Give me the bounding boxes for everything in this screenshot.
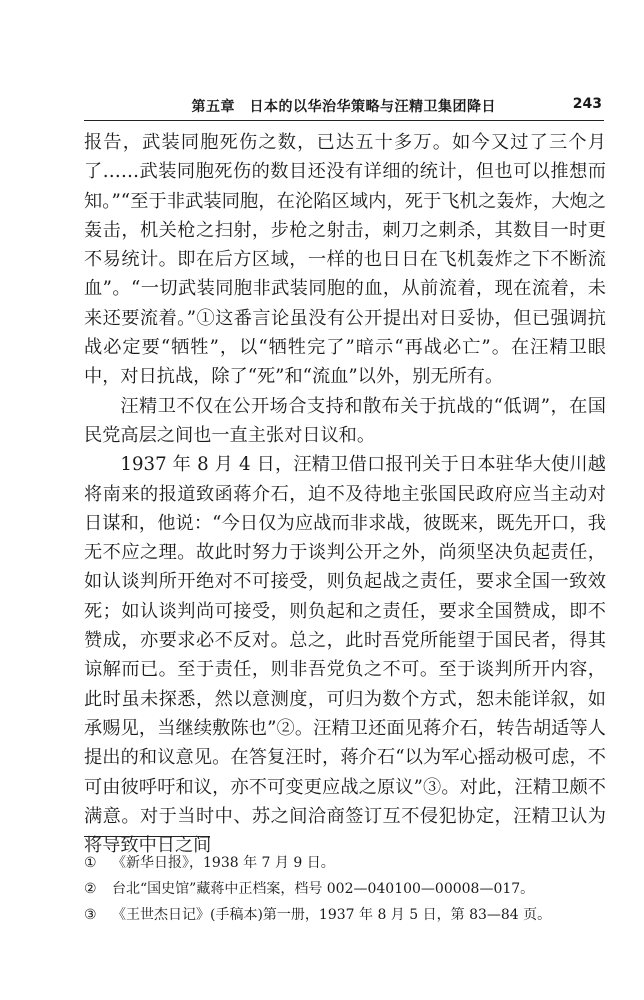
footnote-1 xyxy=(84,850,606,876)
body-text xyxy=(84,128,606,860)
footnote-text: 《王世杰日记》(手稿本)第一册，1937 年 8 月 5 日，第 83—84 页。 xyxy=(112,907,552,923)
running-header xyxy=(84,96,604,121)
footnote-mark: ① xyxy=(84,855,97,871)
chapter-title: 第五章 日本的以华治华策略与汪精卫集团降日 xyxy=(191,99,496,115)
footnote-mark: ③ xyxy=(84,907,97,923)
page-number: 243 xyxy=(572,96,602,112)
paragraph-3: 1937 年 8 月 4 日，汪精卫借口报刊关于日本驻华大使川越将南来的报道致函蒋介石，迫不及待地主张国民政府应当主动对日谋和，他说：“今日仅为应战而非求战，彼既来，既先开口，我无不应之理。故此时努力于谈判公开之外，尚须坚决负起责任，如认谈判所开绝对不可接受，则负起战之责任，要求全国一致效死；如认谈判尚可接受，则负起和之责任，要求全国赞成，即不赞成，亦要求必不反对。总之，此时吾党所能望于国民者，得其谅解而已。至于责任，则非吾党负之不可。至于谈判所开内容，此时虽未探悉，然以意测度，可归为数个方式，恕未能详叙，如承赐见，当继续敷陈也”②。汪精卫还面见蒋介石，转告胡适等人提出的和议意见。在答复汪时，蒋介石“以为军心摇动极可虑，不可由彼呼吁和议，亦不可变更应战之原议”③。对此，汪精卫颇不满意。对于当时中、苏之间洽商签订互不侵犯协定，汪精卫认为将导致中日之间 xyxy=(84,454,606,857)
paragraph-2: 汪精卫不仅在公开场合支持和散布关于抗战的“低调”，在国民党高层之间也一直主张对日议和。 xyxy=(84,395,606,446)
footnote-divider xyxy=(84,836,210,837)
footnote-text: 台北“国史馆”藏蒋中正档案，档号 002—040100—00008—017。 xyxy=(112,881,535,897)
footnote-mark: ② xyxy=(84,881,97,897)
paragraph-1: 报告，武装同胞死伤之数，已达五十多万。如今又过了三个月了……武装同胞死伤的数目还没有详细的统计，但也可以推想而知。”“至于非武装同胞，在沦陷区域内，死于飞机之轰炸，大炮之轰击，机关枪之扫射，步枪之射击，刺刀之刺杀，其数目一时更不易统计。即在后方区域，一样的也日日在飞机轰炸之下不断流血”。“一切武装同胞非武装同胞的血，从前流着，现在流着，未来还要流着。”①这番言论虽没有公开提出对日妥协，但已强调抗战必定要“牺牲”，以“牺牲完了”暗示“再战必亡”。在汪精卫眼中，对日抗战，除了“死”和“流血”以外，别无所有。 xyxy=(84,132,606,388)
footnotes xyxy=(84,850,606,928)
footnote-2 xyxy=(84,876,606,902)
footnote-3 xyxy=(84,902,606,928)
footnote-text: 《新华日报》，1938 年 7 月 9 日。 xyxy=(112,855,335,871)
